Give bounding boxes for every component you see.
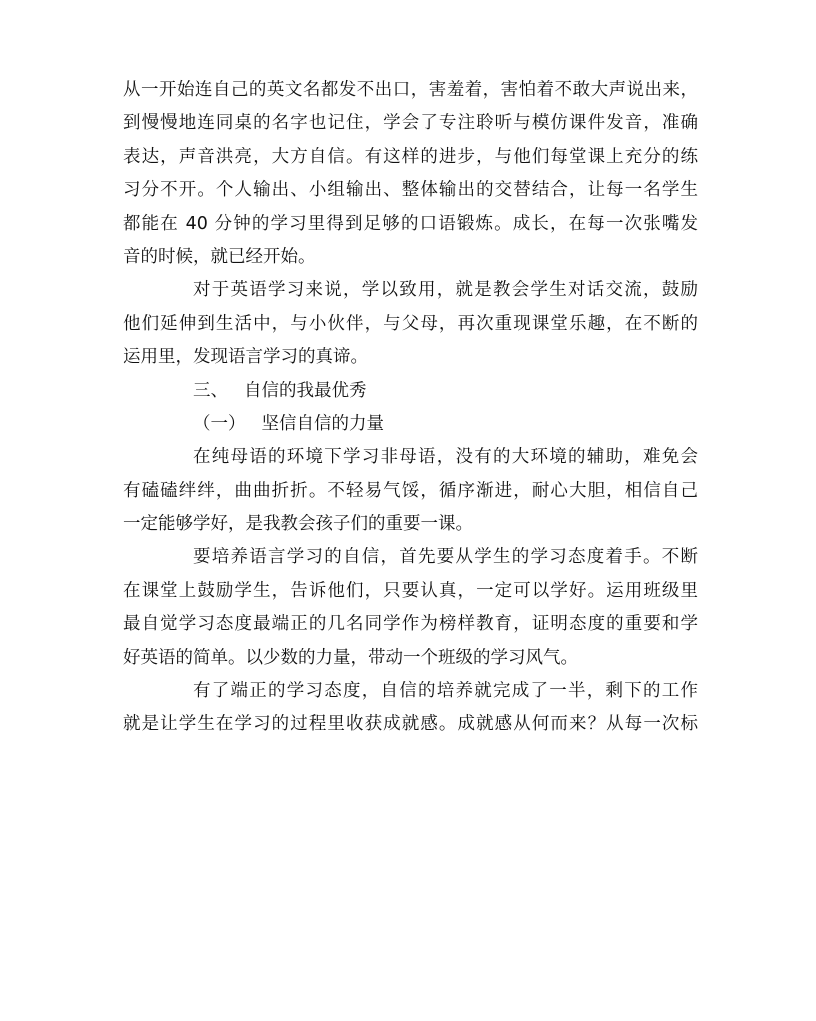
- text-line: 到慢慢地连同桌的名字也记住，学会了专注聆听与模仿课件发音，准确: [123, 113, 698, 134]
- text-line: 音的时候，就已经开始。: [123, 246, 316, 267]
- text-line: 有了端正的学习态度，自信的培养就完成了一半，剩下的工作: [193, 681, 698, 702]
- section-heading: [123, 375, 698, 408]
- section-number: 三、: [193, 380, 228, 401]
- paragraph: [123, 274, 698, 374]
- text-line: 就是让学生在学习的过程里收获成就感。成就感从何而来？从每一次标: [123, 714, 698, 735]
- text-line: 在课堂上鼓励学生，告诉他们，只要认真，一定可以学好。运用班级里: [123, 580, 698, 601]
- text-line: 他们延伸到生活中，与小伙伴，与父母，再次重现课堂乐趣，在不断的: [123, 313, 698, 334]
- document-body: [123, 74, 698, 742]
- text-line: 一定能够学好，是我教会孩子们的重要一课。: [123, 514, 473, 535]
- paragraph: [123, 675, 698, 742]
- text-line: 要培养语言学习的自信，首先要从学生的学习态度着手。不断: [193, 547, 698, 568]
- subsection-number: （一）: [193, 413, 246, 434]
- text-line: 运用里，发现语言学习的真谛。: [123, 347, 368, 368]
- paragraph: [123, 74, 698, 274]
- text-line: 在纯母语的环境下学习非母语，没有的大环境的辅助，难免会: [193, 447, 698, 468]
- text-line: 从一开始连自己的英文名都发不出口，害羞着，害怕着不敢大声说出来，: [123, 80, 698, 100]
- subsection-heading: [123, 408, 698, 441]
- text-line: 最自觉学习态度最端正的几名同学作为榜样教育，证明态度的重要和学: [123, 614, 698, 635]
- paragraph: [123, 441, 698, 541]
- text-line: 表达，声音洪亮，大方自信。有这样的进步，与他们每堂课上充分的练: [123, 146, 698, 167]
- text-line: 有磕磕绊绊，曲曲折折。不轻易气馁，循序渐进，耐心大胆，相信自己: [123, 480, 698, 501]
- subsection-title: 坚信自信的力量: [261, 413, 384, 434]
- text-line: 习分不开。个人输出、小组输出、整体输出的交替结合，让每一名学生: [123, 180, 698, 201]
- text-line: 都能在 40 分钟的学习里得到足够的口语锻炼。成长，在每一次张嘴发: [123, 213, 698, 234]
- section-title: 自信的我最优秀: [244, 380, 367, 401]
- text-line: 对于英语学习来说，学以致用，就是教会学生对话交流，鼓励: [193, 280, 698, 301]
- text-line: 好英语的简单。以少数的力量，带动一个班级的学习风气。: [123, 647, 578, 668]
- paragraph: [123, 541, 698, 675]
